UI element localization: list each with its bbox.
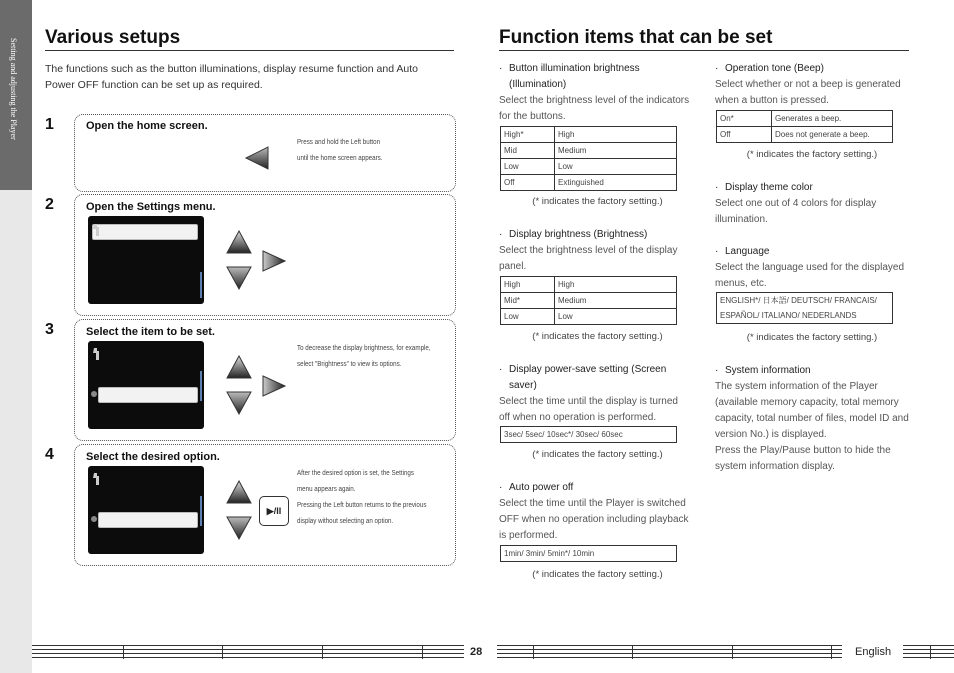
- scrollbar: [200, 272, 202, 298]
- table-cell: Extinguished: [555, 175, 677, 191]
- item-system-info: [715, 363, 909, 475]
- table-row: [501, 309, 677, 325]
- item-heading: · Display brightness (Brightness): [499, 229, 648, 240]
- right-button-icon: [262, 250, 286, 272]
- option-line: ENGLISH*/ 日本語/ DEUTSCH/ FRANCAIS/: [720, 296, 877, 305]
- table-row: [501, 159, 677, 175]
- item-heading-cont: (Illumination): [509, 79, 567, 90]
- side-strip: [0, 190, 32, 673]
- left-button-icon: [244, 145, 270, 171]
- item-body: Select the time until the Player is switched: [499, 498, 686, 509]
- table-cell: Low: [501, 159, 555, 175]
- brightness-table: [500, 276, 677, 325]
- scrollbar: [200, 496, 202, 526]
- table-row: [501, 546, 677, 562]
- table-row: [501, 175, 677, 191]
- item-marker: [91, 391, 97, 397]
- item-body: when a button is pressed.: [715, 95, 829, 106]
- table-cell: Medium: [555, 143, 677, 159]
- table-cell: Mid*: [501, 293, 555, 309]
- intro-line: Power OFF function can be set up as required.: [45, 79, 263, 91]
- table-cell: Off: [501, 175, 555, 191]
- left-intro: [45, 61, 418, 93]
- item-body: illumination.: [715, 214, 768, 225]
- factory-note: (* indicates the factory setting.): [532, 569, 663, 580]
- item-body: version No.) is displayed.: [715, 429, 827, 440]
- table-cell: Generates a beep.: [772, 111, 893, 127]
- note-line: display without selecting an option.: [297, 516, 394, 525]
- step-title: Select the desired option.: [86, 451, 220, 463]
- table-row: [501, 143, 677, 159]
- footer-rules-right: [497, 645, 842, 660]
- screen-saver-options: [500, 426, 677, 443]
- beep-table: [716, 110, 893, 143]
- auto-power-off-options: [500, 545, 677, 562]
- footer-language: English: [855, 646, 892, 658]
- table-cell: [717, 293, 893, 324]
- item-body: Select the time until the display is turned: [499, 396, 678, 407]
- note-line: until the home screen appears.: [297, 153, 383, 162]
- left-page-title: Various setups: [45, 27, 181, 48]
- note-line: After the desired option is set, the Settings: [297, 468, 415, 477]
- table-row: [717, 127, 893, 143]
- table-row: [501, 277, 677, 293]
- item-body: (available memory capacity, total memory: [715, 397, 899, 408]
- selected-menu-item: [98, 387, 198, 403]
- item-heading: · Language: [715, 246, 770, 257]
- item-body: menus, etc.: [715, 278, 767, 289]
- table-cell: Low: [555, 309, 677, 325]
- table-row: [501, 127, 677, 143]
- option-line: ESPAÑOL/ ITALIANO/ NEDERLANDS: [720, 311, 857, 320]
- up-button-icon: [226, 480, 252, 504]
- step-number: 2: [45, 196, 54, 213]
- selected-menu-item: [92, 224, 198, 240]
- item-screen-saver: [499, 362, 694, 426]
- item-body: Select one out of 4 colors for display: [715, 198, 877, 209]
- table-cell: 1min/ 3min/ 5min*/ 10min: [501, 546, 677, 562]
- step-title: Open the home screen.: [86, 120, 208, 132]
- play-pause-button-icon: ▶/II: [259, 496, 289, 526]
- step-note: [297, 340, 431, 372]
- table-cell: On*: [717, 111, 772, 127]
- right-page-title: Function items that can be set: [499, 27, 773, 48]
- down-button-icon: [226, 516, 252, 540]
- footer-rules-left: [32, 645, 464, 660]
- step-note: [297, 134, 383, 166]
- note-line: Press and hold the Left button: [297, 137, 381, 146]
- note-line: select "Brightness" to view its options.: [297, 359, 402, 368]
- page-number: 28: [470, 646, 483, 658]
- item-body: for the buttons.: [499, 111, 566, 122]
- item-body: Press the Play/Pause button to hide the: [715, 445, 891, 456]
- note-line: Pressing the Left button returns to the previous: [297, 500, 427, 509]
- step-note: [297, 465, 426, 529]
- item-theme: [715, 180, 909, 228]
- up-button-icon: [226, 230, 252, 254]
- item-auto-power-off: [499, 480, 694, 544]
- item-body: panel.: [499, 261, 527, 272]
- down-button-icon: [226, 391, 252, 415]
- table-row: [501, 427, 677, 443]
- item-heading: · Auto power off: [499, 482, 574, 493]
- item-brightness: [499, 227, 694, 275]
- item-body: system information display.: [715, 461, 835, 472]
- item-heading: · Button illumination brightness: [499, 63, 640, 74]
- table-cell: Medium: [555, 293, 677, 309]
- wrench-icon: [91, 223, 105, 237]
- table-cell: Low: [501, 309, 555, 325]
- step-number: 3: [45, 321, 54, 338]
- item-illumination: [499, 61, 694, 125]
- table-row: [717, 293, 893, 324]
- table-cell: High*: [501, 127, 555, 143]
- up-button-icon: [226, 355, 252, 379]
- item-body: Select the brightness level of the indicators: [499, 95, 690, 106]
- item-body: capacity, total number of files, model ID and: [715, 413, 909, 424]
- side-tab-label: Setting and adjusting the Player: [9, 38, 18, 140]
- intro-line: The functions such as the button illuminations, display resume function and Auto: [45, 63, 418, 75]
- item-marker: [91, 516, 97, 522]
- table-cell: 3sec/ 5sec/ 10sec*/ 30sec/ 60sec: [501, 427, 677, 443]
- item-body: Select the brightness level of the display: [499, 245, 678, 256]
- item-heading-cont: saver): [509, 380, 537, 391]
- factory-note: (* indicates the factory setting.): [746, 149, 878, 160]
- language-options: [716, 292, 893, 324]
- wrench-icon: [91, 472, 105, 486]
- factory-note: (* indicates the factory setting.): [746, 332, 878, 343]
- table-cell: Off: [717, 127, 772, 143]
- footer-rules-end: [903, 645, 954, 660]
- item-body: Select whether or not a beep is generated: [715, 79, 901, 90]
- item-body: Select the language used for the displayed: [715, 262, 905, 273]
- item-body: OFF when no operation including playback: [499, 514, 689, 525]
- item-language: [715, 244, 909, 292]
- step-number: 1: [45, 116, 54, 133]
- table-row: [717, 111, 893, 127]
- item-beep: [715, 61, 909, 109]
- settings-screen: [88, 341, 204, 429]
- wrench-icon: [91, 347, 105, 361]
- factory-note: (* indicates the factory setting.): [532, 449, 663, 460]
- table-cell: High: [555, 277, 677, 293]
- factory-note: (* indicates the factory setting.): [532, 331, 663, 342]
- table-row: [501, 293, 677, 309]
- item-body: off when no operation is performed.: [499, 412, 657, 423]
- settings-screen: [88, 216, 204, 304]
- scrollbar: [200, 371, 202, 401]
- side-tab: [0, 0, 32, 190]
- left-title-rule: [45, 50, 454, 51]
- item-body: is performed.: [499, 530, 558, 541]
- table-cell: Does not generate a beep.: [772, 127, 893, 143]
- item-body: The system information of the Player: [715, 381, 878, 392]
- step-title: Select the item to be set.: [86, 326, 215, 338]
- factory-note: (* indicates the factory setting.): [532, 196, 663, 207]
- table-cell: High: [555, 127, 677, 143]
- right-button-icon: [262, 375, 286, 397]
- item-heading: · System information: [715, 365, 811, 376]
- item-heading: · Operation tone (Beep): [715, 63, 824, 74]
- item-heading: · Display theme color: [715, 182, 813, 193]
- table-cell: High: [501, 277, 555, 293]
- right-title-rule: [499, 50, 909, 51]
- table-cell: Low: [555, 159, 677, 175]
- note-line: menu appears again.: [297, 484, 356, 493]
- item-heading: · Display power-save setting (Screen: [499, 364, 667, 375]
- selected-option: [98, 512, 198, 528]
- step-number: 4: [45, 446, 54, 463]
- note-line: To decrease the display brightness, for example,: [297, 343, 431, 352]
- table-cell: Mid: [501, 143, 555, 159]
- illumination-table: [500, 126, 677, 191]
- down-button-icon: [226, 266, 252, 290]
- step-title: Open the Settings menu.: [86, 201, 216, 213]
- settings-screen: [88, 466, 204, 554]
